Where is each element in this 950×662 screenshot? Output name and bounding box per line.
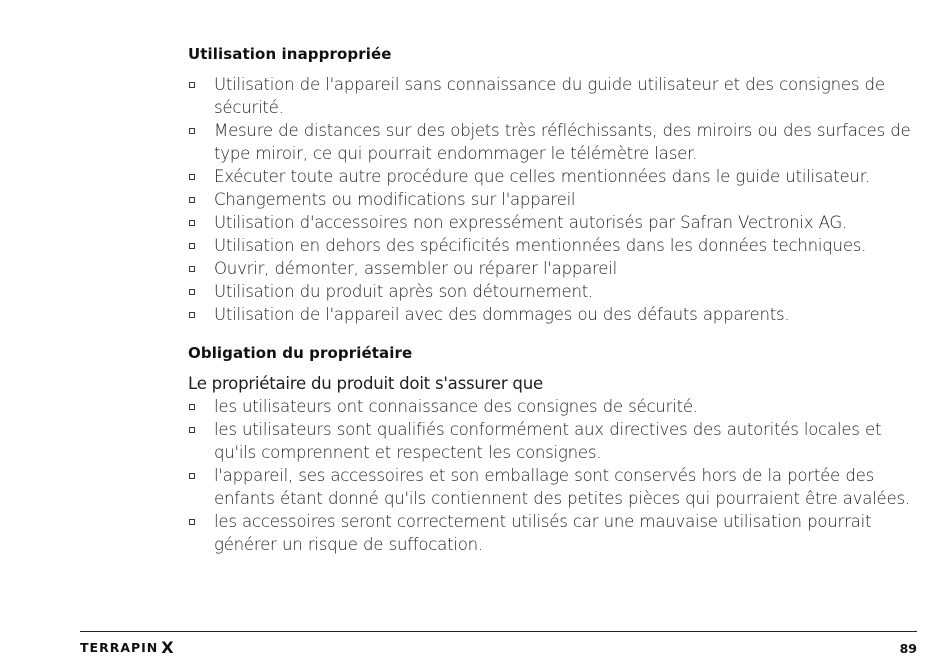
brand-x-mark: X [161, 637, 174, 657]
owner-obligation-list [188, 395, 918, 556]
list-item: l'appareil, ses accessoires et son emballage sont conservés hors de la portée des enfants étant donné qu'ils contiennent des petites pièces qui pourraient être avalées. [188, 464, 918, 510]
list-item: Utilisation du produit après son détournement. [188, 280, 918, 303]
page-content [188, 40, 918, 556]
square-bullet-icon [189, 519, 195, 525]
list-item: les accessoires seront correctement utilisés car une mauvaise utilisation pourrait générer un risque de suffocation. [188, 510, 918, 556]
square-bullet-icon [189, 174, 195, 180]
improper-use-list [188, 73, 918, 326]
square-bullet-icon [189, 312, 195, 318]
list-item: Changements ou modifications sur l'appareil [188, 188, 918, 211]
footer-divider [80, 631, 917, 632]
square-bullet-icon [189, 82, 195, 88]
square-bullet-icon [189, 220, 195, 226]
square-bullet-icon [189, 427, 195, 433]
list-item: les utilisateurs sont qualifiés conformément aux directives des autorités locales et qu'ils comprennent et respectent les consignes. [188, 418, 918, 464]
square-bullet-icon [189, 404, 195, 410]
square-bullet-icon [189, 289, 195, 295]
square-bullet-icon [189, 473, 195, 479]
list-item: Utilisation d'accessoires non expressément autorisés par Safran Vectronix AG. [188, 211, 918, 234]
owner-obligation-intro: Le propriétaire du produit doit s'assurer que [188, 374, 543, 393]
brand-text: TERRAPIN [80, 640, 159, 655]
square-bullet-icon [189, 266, 195, 272]
list-item: Utilisation en dehors des spécificités mentionnées dans les données techniques. [188, 234, 918, 257]
list-item: Exécuter toute autre procédure que celles mentionnées dans le guide utilisateur. [188, 165, 918, 188]
list-item: Mesure de distances sur des objets très réfléchissants, des miroirs ou des surfaces de type miroir, ce qui pourrait endommager le télémètre laser. [188, 119, 918, 165]
list-item: Utilisation de l'appareil sans connaissance du guide utilisateur et des consignes de sécurité. [188, 73, 918, 119]
list-item: Ouvrir, démonter, assembler ou réparer l'appareil [188, 257, 918, 280]
list-item: Utilisation de l'appareil avec des dommages ou des défauts apparents. [188, 303, 918, 326]
brand-logo [80, 637, 174, 657]
square-bullet-icon [189, 128, 195, 134]
section-heading-owner-obligation: Obligation du propriétaire [188, 344, 413, 362]
square-bullet-icon [189, 243, 195, 249]
section-heading-improper-use: Utilisation inappropriée [188, 45, 392, 63]
list-item: les utilisateurs ont connaissance des consignes de sécurité. [188, 395, 918, 418]
square-bullet-icon [189, 197, 195, 203]
page-number: 89 [899, 641, 917, 656]
